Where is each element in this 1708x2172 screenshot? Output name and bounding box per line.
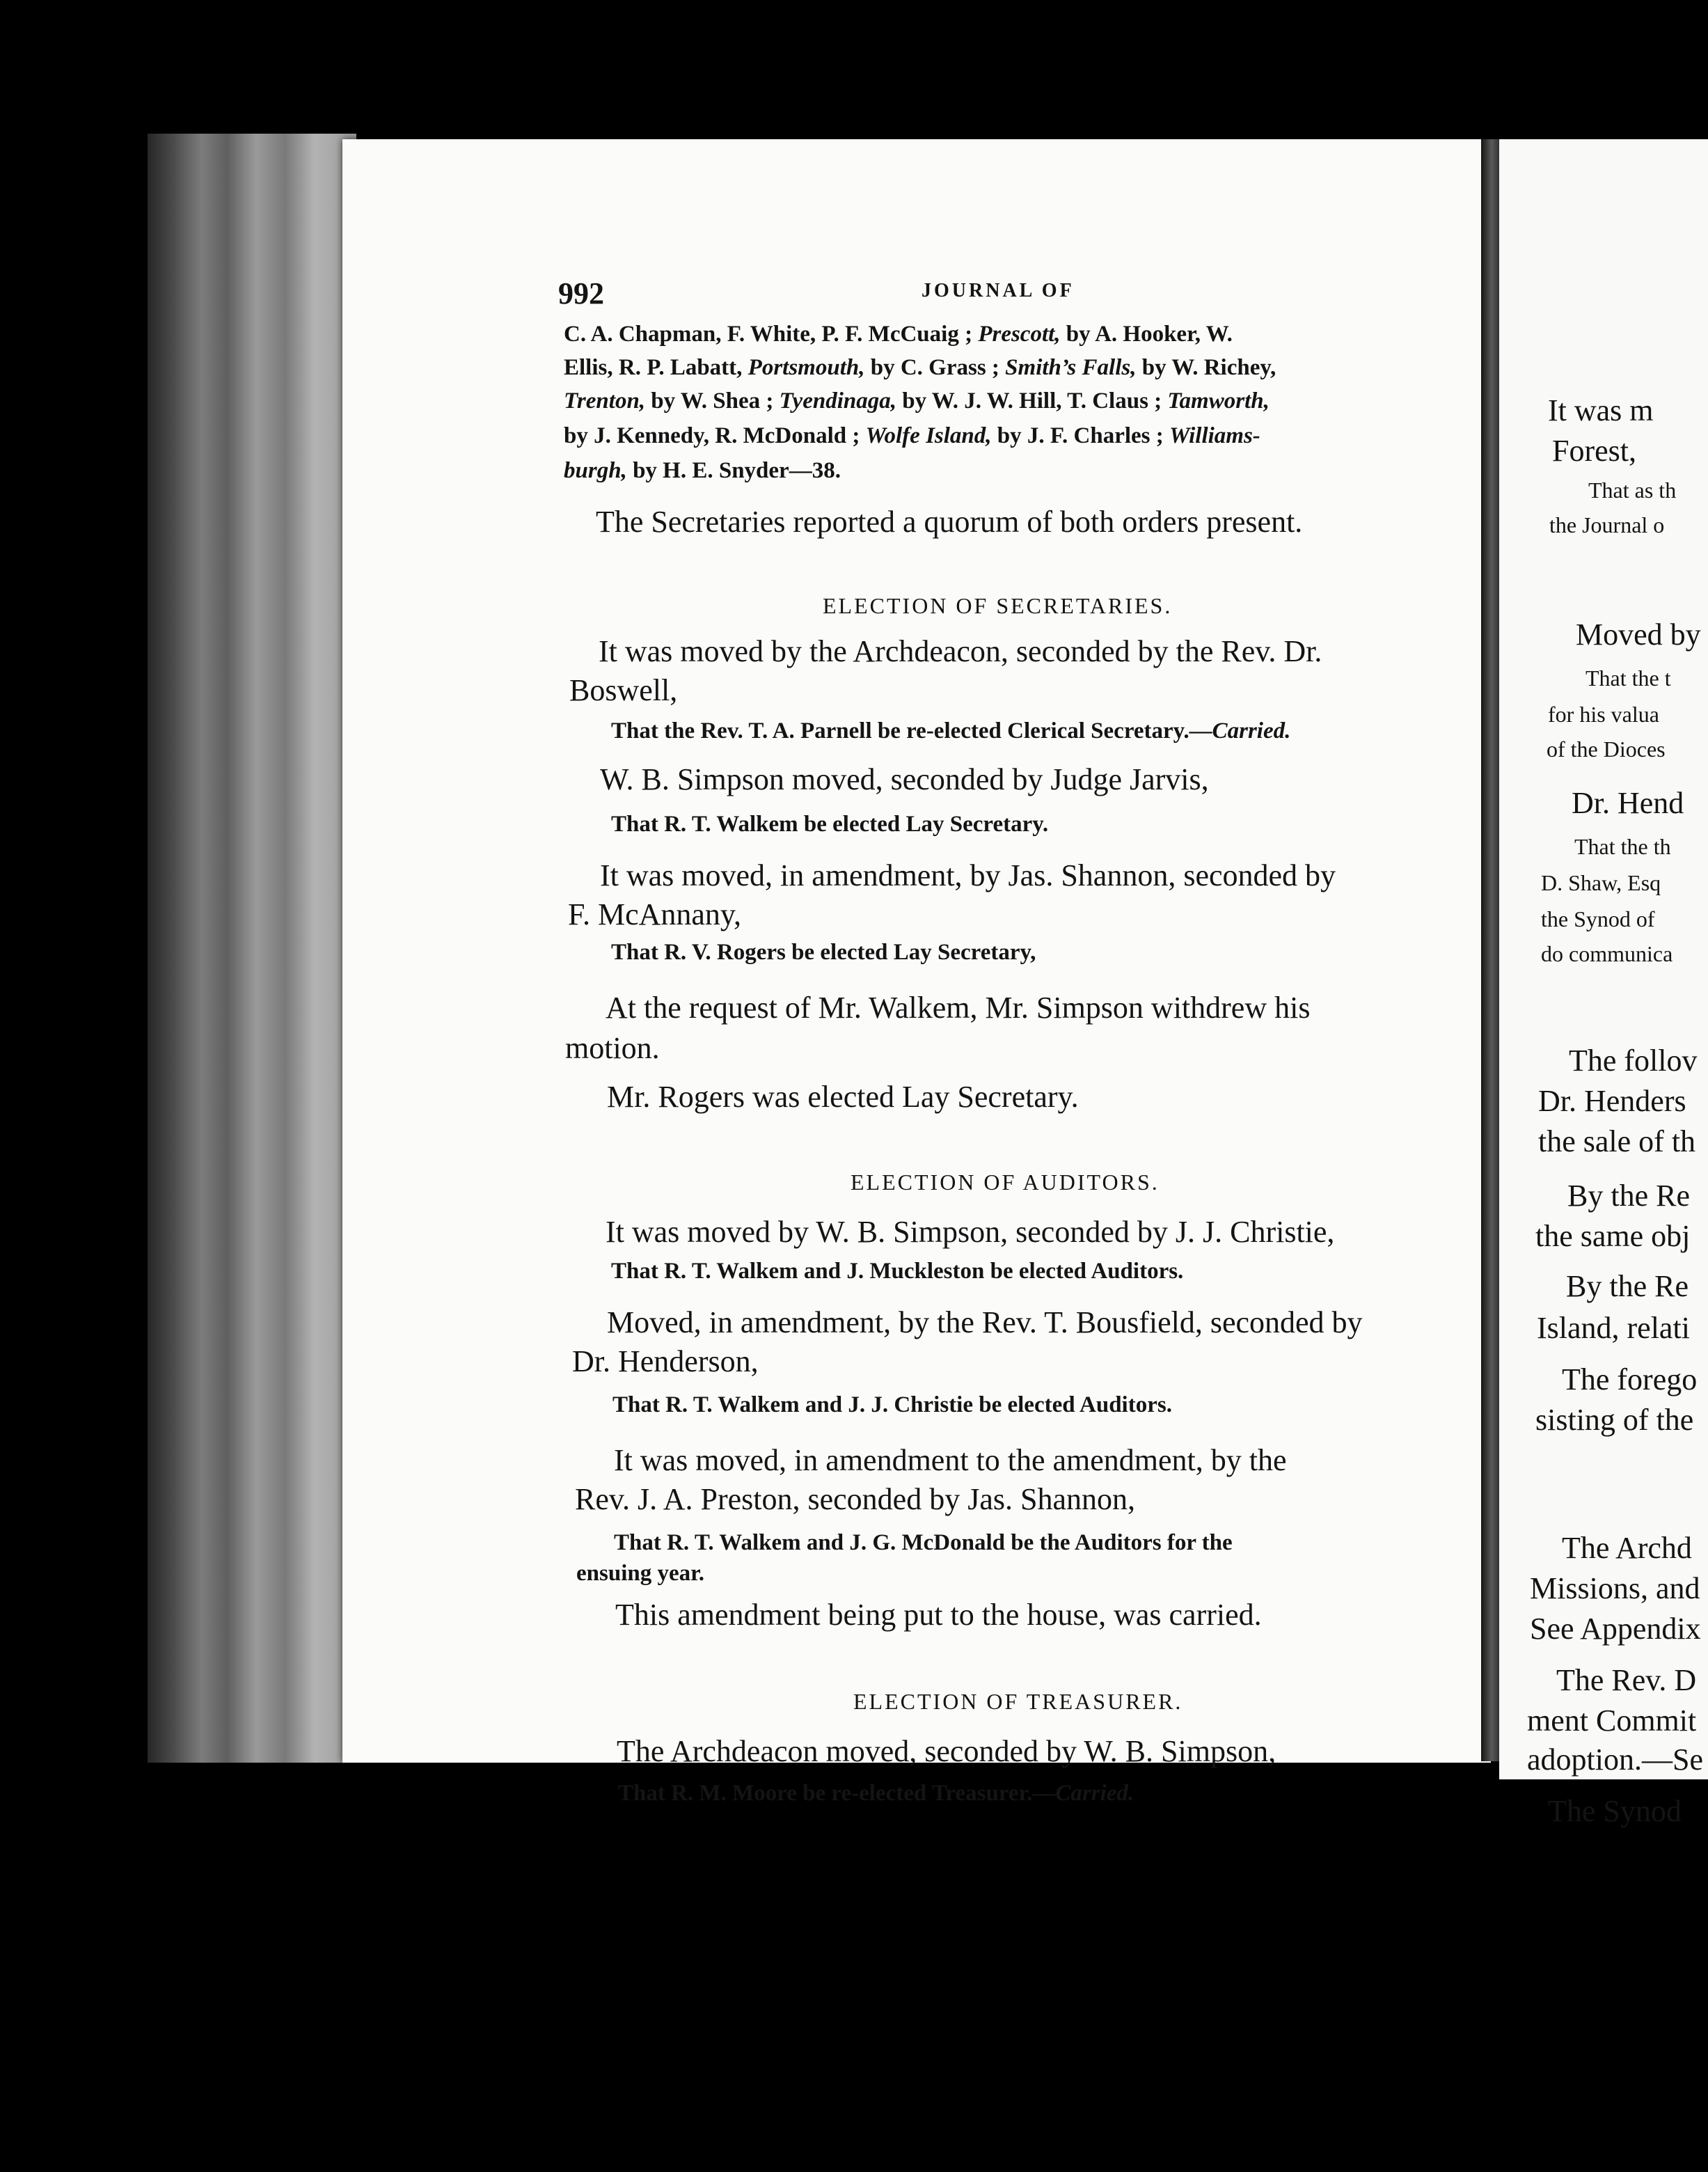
book-page-edges [148,134,356,1763]
facing-page-line: By the Re [1567,1179,1690,1213]
facing-page-line: adoption.—Se [1527,1742,1703,1777]
paragraph: At the request of Mr. Walkem, Mr. Simpson withdrew his [606,991,1311,1025]
paragraph: It was moved by the Archdeacon, seconded by the Rev. Dr. [599,634,1322,668]
paragraph: It was moved by W. B. Simpson, seconded by J. J. Christie, [606,1215,1335,1249]
attendance-line: by J. Kennedy, R. McDonald ; Wolfe Island, by J. F. Charles ; Williams- [564,423,1260,448]
attendance-line: Trenton, by W. Shea ; Tyendinaga, by W. J. W. Hill, T. Claus ; Tamworth, [564,388,1270,414]
motion-text: That R. M. Moore be re-elected Treasurer.—Carried. [618,1781,1134,1806]
paragraph: It was moved, in amendment to the amendment, by the [614,1443,1287,1477]
facing-page-line: Dr. Henders [1538,1084,1686,1118]
running-title: JOURNAL OF [922,280,1075,301]
facing-page-line: See Appendix [1530,1612,1701,1646]
facing-page-line: D. Shaw, Esq [1541,870,1661,895]
facing-page-line: Island, relati [1537,1311,1690,1345]
facing-page-line: That the t [1586,666,1671,691]
paragraph: This amendment being put to the house, was carried. [615,1598,1262,1632]
motion-text: That the Rev. T. A. Parnell be re-elected Clerical Secretary.—Carried. [611,718,1291,743]
facing-page-line: sisting of the [1535,1403,1694,1437]
facing-page-line: It was m [1548,393,1654,427]
motion-text: That R. T. Walkem and J. Muckleston be elected Auditors. [611,1259,1184,1284]
page-number: 992 [558,276,604,310]
paragraph: W. B. Simpson moved, seconded by Judge Jarvis, [600,762,1209,796]
section-heading-auditors: ELECTION OF AUDITORS. [851,1170,1160,1195]
facing-page-line: The Synod [1548,1794,1682,1828]
facing-page-line: Dr. Hend [1572,786,1684,820]
paragraph: Boswell, [569,673,678,707]
facing-page-line: The forego [1562,1362,1698,1396]
book-page [342,139,1491,1806]
motion-text: That R. V. Rogers be elected Lay Secretary, [611,940,1036,965]
facing-page-line: The Archd [1562,1531,1692,1565]
facing-page-line: Missions, and [1530,1571,1700,1605]
facing-page-line: the same obj [1535,1219,1691,1253]
facing-page-line: That as th [1588,478,1677,503]
motion-text: That R. T. Walkem and J. G. McDonald be the Auditors for the [614,1530,1233,1555]
facing-page-line: That the th [1574,834,1671,859]
facing-page-line: The Rev. D [1556,1663,1697,1697]
facing-page-line: By the Re [1566,1269,1689,1303]
motion-text: That R. T. Walkem be elected Lay Secretary. [611,812,1049,837]
motion-text: That R. T. Walkem and J. J. Christie be elected Auditors. [612,1392,1172,1417]
facing-page-line: the Journal o [1549,512,1665,537]
facing-page-line: do communica [1541,941,1673,966]
section-heading-secretaries: ELECTION OF SECRETARIES. [823,593,1173,618]
paragraph: F. McAnnany, [568,897,742,931]
paragraph: Mr. Rogers was elected Lay Secretary. [607,1080,1079,1114]
facing-page-line: of the Dioces [1547,737,1666,762]
quorum-statement: The Secretaries reported a quorum of both orders present. [596,505,1303,539]
facing-page-line: Moved by [1576,617,1701,652]
attendance-line: C. A. Chapman, F. White, P. F. McCuaig ; Prescott, by A. Hooker, W. [564,322,1233,347]
facing-page-line: ment Commit [1527,1703,1697,1738]
attendance-line: burgh, by H. E. Snyder—38. [564,458,841,483]
facing-page-line: Forest, [1552,434,1636,468]
facing-page-line: the sale of th [1538,1124,1696,1158]
motion-text: ensuing year. [576,1561,704,1586]
facing-page-line: for his valua [1548,702,1659,727]
paragraph: Rev. J. A. Preston, seconded by Jas. Shannon, [575,1482,1135,1516]
paragraph: Moved, in amendment, by the Rev. T. Bousfield, seconded by [607,1305,1363,1339]
paragraph: The Archdeacon moved, seconded by W. B. Simpson, [617,1734,1276,1768]
facing-page [1499,139,1708,1828]
facing-page-line: The follov [1569,1044,1698,1078]
attendance-line: Ellis, R. P. Labatt, Portsmouth, by C. Grass ; Smith’s Falls, by W. Richey, [564,355,1276,380]
facing-page-line: the Synod of [1541,906,1655,931]
paragraph: Dr. Henderson, [572,1344,759,1378]
section-heading-treasurer: ELECTION OF TREASURER. [853,1689,1183,1714]
paragraph: motion. [565,1031,660,1065]
paragraph: It was moved, in amendment, by Jas. Shannon, seconded by [600,858,1336,892]
